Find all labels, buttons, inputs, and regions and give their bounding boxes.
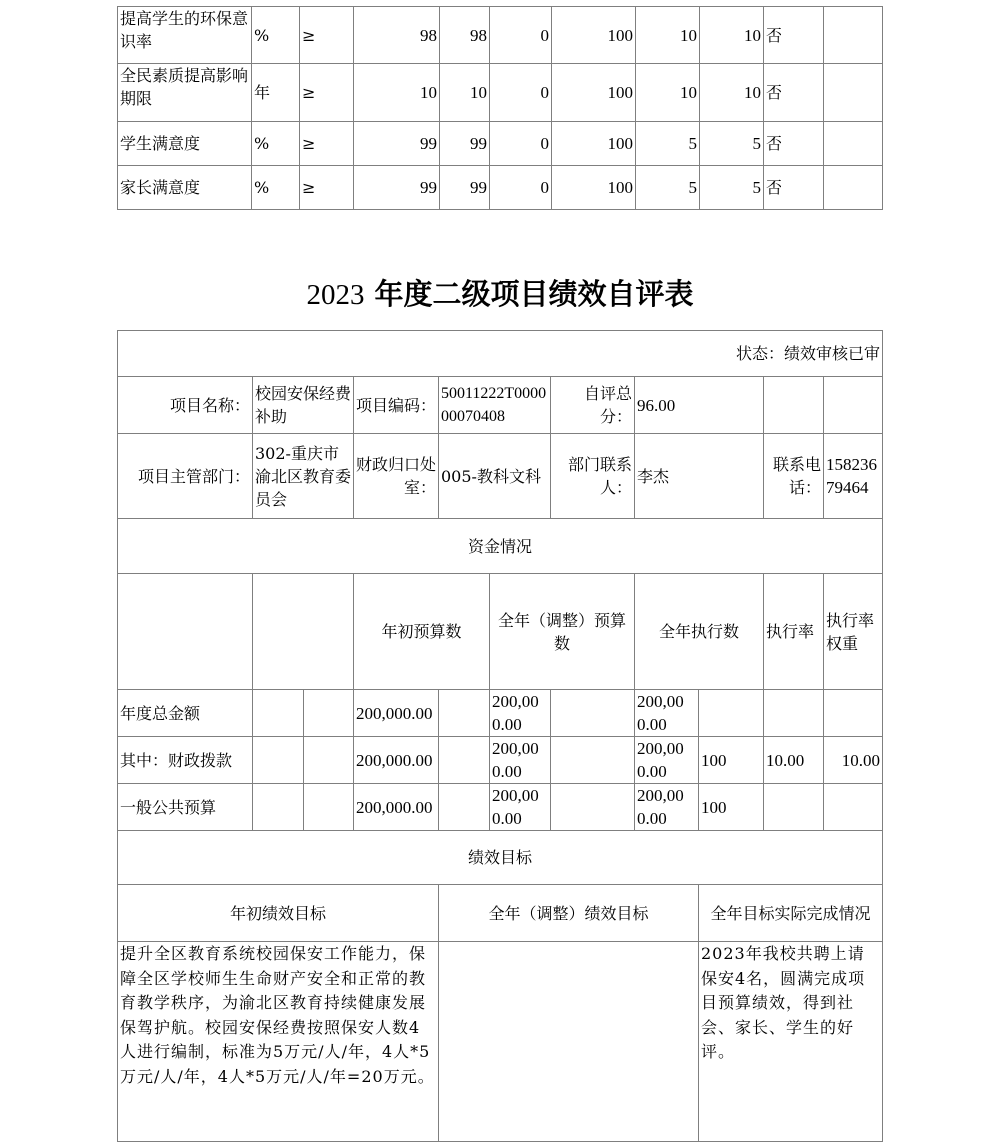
indicator-unit: %	[252, 122, 300, 166]
goals-section-title: 绩效目标	[118, 831, 883, 885]
indicator-empty	[824, 64, 883, 122]
goals-header-adjusted: 全年（调整）绩效目标	[439, 885, 699, 942]
self-score-label: 自评总分：	[551, 377, 635, 434]
indicator-value: 99	[440, 166, 490, 210]
funds-adjusted-value: 200,000.00	[490, 737, 551, 784]
indicator-name: 学生满意度	[118, 122, 252, 166]
goals-adjusted-text	[439, 942, 699, 1142]
funds-cell-empty	[253, 784, 304, 831]
funds-executed-value: 200,000.00	[635, 784, 699, 831]
funds-cell-empty	[551, 737, 635, 784]
funds-cell-empty	[304, 690, 354, 737]
indicator-value: 0	[490, 122, 552, 166]
indicator-value: 99	[440, 122, 490, 166]
indicator-unit: 年	[252, 64, 300, 122]
funds-cell-empty	[304, 737, 354, 784]
funds-weight-value: 10.00	[764, 737, 824, 784]
funds-row-label: 年度总金额	[118, 690, 253, 737]
funds-weight-value	[764, 690, 824, 737]
self-score-value: 96.00	[635, 377, 764, 434]
table-row	[118, 64, 883, 122]
info-row	[118, 434, 883, 519]
indicator-value: 10	[636, 7, 700, 64]
funds-header-empty	[118, 574, 253, 690]
funds-cell-empty	[439, 690, 490, 737]
indicator-value: 98	[354, 7, 440, 64]
funds-header-weight: 执行率权重	[824, 574, 883, 690]
indicator-unit: %	[252, 7, 300, 64]
goals-header-row	[118, 885, 883, 942]
indicator-empty	[824, 122, 883, 166]
dept-label: 项目主管部门：	[118, 434, 253, 519]
funds-header-adjusted: 全年（调整）预算数	[490, 574, 635, 690]
indicator-name: 全民素质提高影响期限	[118, 64, 252, 122]
funds-row-label: 一般公共预算	[118, 784, 253, 831]
self-evaluation-table	[117, 330, 883, 1142]
funds-score-value	[824, 784, 883, 831]
funds-header-row	[118, 574, 883, 690]
indicator-value: 5	[700, 166, 764, 210]
indicator-flag: 否	[764, 64, 824, 122]
indicator-flag: 否	[764, 7, 824, 64]
goals-actual-text: 2023年我校共聘上请保安4名，圆满完成项目预算绩效，得到社会、家长、学生的好评。	[699, 942, 883, 1142]
indicator-value: 10	[700, 7, 764, 64]
funds-executed-value: 200,000.00	[635, 690, 699, 737]
indicator-flag: 否	[764, 166, 824, 210]
funds-cell-empty	[551, 690, 635, 737]
funds-row-label: 其中：财政拨款	[118, 737, 253, 784]
indicator-value: 100	[552, 7, 636, 64]
title-text: 年度二级项目绩效自评表	[374, 277, 694, 311]
indicator-value: 5	[700, 122, 764, 166]
indicator-empty	[824, 166, 883, 210]
table-row	[118, 690, 883, 737]
dept-value: 302-重庆市渝北区教育委员会	[253, 434, 354, 519]
contact-value: 李杰	[635, 434, 764, 519]
indicator-value: 5	[636, 166, 700, 210]
funds-header-empty	[253, 574, 354, 690]
table-row	[118, 737, 883, 784]
contact-label: 部门联系人：	[551, 434, 635, 519]
indicator-value: 10	[354, 64, 440, 122]
finance-label: 财政归口处室：	[354, 434, 439, 519]
funds-header-rate: 执行率	[764, 574, 824, 690]
section-row	[118, 831, 883, 885]
status-badge: 状态：绩效审核已审	[118, 331, 883, 377]
indicator-value: 99	[354, 122, 440, 166]
funds-cell-empty	[439, 784, 490, 831]
indicator-value: 100	[552, 166, 636, 210]
indicator-value: 98	[440, 7, 490, 64]
funds-rate-value: 100	[699, 784, 764, 831]
funds-header-initial: 年初预算数	[354, 574, 490, 690]
table-row	[118, 166, 883, 210]
goals-initial-text: 提升全区教育系统校园保安工作能力，保障全区学校师生生命财产安全和正常的教育教学秩序，为渝北区教育持续健康发展保驾护航。校园安保经费按照保安人数4人进行编制，标准为5万元/人/年，4人*5万元/人/年，4人*5万元/人/年=20万元。	[118, 942, 439, 1142]
funds-adjusted-value: 200,000.00	[490, 690, 551, 737]
table-row	[118, 7, 883, 64]
table-row	[118, 784, 883, 831]
indicator-operator: ≥	[300, 64, 354, 122]
funds-initial-value: 200,000.00	[354, 784, 439, 831]
indicator-name: 家长满意度	[118, 166, 252, 210]
goals-content-row	[118, 942, 883, 1142]
funds-weight-value	[764, 784, 824, 831]
funds-initial-value: 200,000.00	[354, 737, 439, 784]
indicator-value: 10	[636, 64, 700, 122]
section-row	[118, 519, 883, 574]
project-name-label: 项目名称：	[118, 377, 253, 434]
funds-initial-value: 200,000.00	[354, 690, 439, 737]
goals-header-initial: 年初绩效目标	[118, 885, 439, 942]
indicator-value: 0	[490, 64, 552, 122]
info-row	[118, 377, 883, 434]
table-row	[118, 122, 883, 166]
funds-section-title: 资金情况	[118, 519, 883, 574]
page-title	[0, 276, 1000, 313]
indicator-value: 0	[490, 7, 552, 64]
goals-header-actual: 全年目标实际完成情况	[699, 885, 883, 942]
funds-score-value	[824, 690, 883, 737]
funds-cell-empty	[551, 784, 635, 831]
indicator-value: 0	[490, 166, 552, 210]
funds-cell-empty	[304, 784, 354, 831]
status-row	[118, 331, 883, 377]
funds-cell-empty	[253, 690, 304, 737]
funds-cell-empty	[439, 737, 490, 784]
project-name-value: 校园安保经费补助	[253, 377, 354, 434]
indicator-empty	[824, 7, 883, 64]
indicator-value: 10	[440, 64, 490, 122]
indicator-operator: ≥	[300, 7, 354, 64]
indicator-unit: %	[252, 166, 300, 210]
funds-header-executed: 全年执行数	[635, 574, 764, 690]
indicator-operator: ≥	[300, 166, 354, 210]
funds-adjusted-value: 200,000.00	[490, 784, 551, 831]
funds-rate-value: 100	[699, 737, 764, 784]
funds-cell-empty	[253, 737, 304, 784]
project-code-value: 50011222T000000070408	[439, 377, 551, 434]
funds-score-value: 10.00	[824, 737, 883, 784]
info-empty	[824, 377, 883, 434]
indicator-value: 5	[636, 122, 700, 166]
indicator-value: 99	[354, 166, 440, 210]
indicator-value: 100	[552, 122, 636, 166]
indicator-table	[117, 6, 883, 210]
funds-rate-value	[699, 690, 764, 737]
indicator-name: 提高学生的环保意识率	[118, 7, 252, 64]
info-empty	[764, 377, 824, 434]
indicator-operator: ≥	[300, 122, 354, 166]
indicator-value: 10	[700, 64, 764, 122]
title-year: 2023	[306, 279, 365, 311]
indicator-flag: 否	[764, 122, 824, 166]
phone-label: 联系电话：	[764, 434, 824, 519]
finance-value: 005-教科文科	[439, 434, 551, 519]
indicator-value: 100	[552, 64, 636, 122]
funds-executed-value: 200,000.00	[635, 737, 699, 784]
phone-value: 15823679464	[824, 434, 883, 519]
project-code-label: 项目编码：	[354, 377, 439, 434]
